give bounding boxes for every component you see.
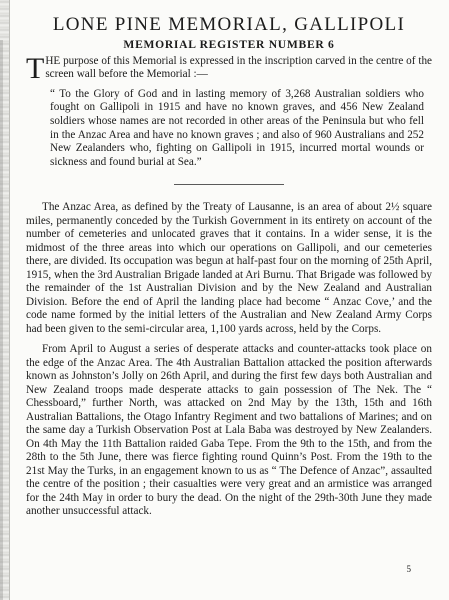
intro-paragraph (26, 52, 432, 85)
intro-text: HE purpose of this Memorial is expressed in the inscription carved in the centre of the screen wall before the Memorial :— (45, 55, 432, 81)
paragraph-attacks: From April to August a series of desperate attacks and counter-attacks took place on the edge of the Anzac Area. The 4th Australian Battalion attacked the position afterwards known as Johnston’s Jolly on 26th April, and during the first few days both Australian and New Zealand troops made desperate attacks to gain possession of The Nek. The “ Chessboard,” further North, was attacked on 2nd May by the 13th, 15th and 16th Australian Battalions, the Otago Infantry Regiment and two battalions of Marines; and on the same day a Turkish Observation Post at Lala Baba was destroyed by New Zealanders. On 4th May the 11th Battalion raided Gaba Tepe. From the 9th to the 15th, and from the 28th to the 5th June, there was fierce fighting round Quinn’s Post. From the 19th to the 21st May the Turks, in an engagement known to us as “ The Defence of Anzac”, assaulted the centre of the position ; their casualties were very great and an armistice was arranged for the 24th May in order to bury the dead. On the night of the 29th-30th June they made another unsuccessful attack. (26, 343, 432, 518)
page-number: 5 (406, 564, 411, 574)
memorial-inscription: “ To the Glory of God and in lasting memory of 3,268 Australian soldiers who fought on Gallipoli in 1915 and have no known graves, and 456 New Zealand soldiers whose names are not recorded in other areas of the Peninsula but who fell in the Anzac Area and have no known graves ; and also of 960 Australians and 252 New Zealanders who, fighting on Gallipoli in 1915, incurred mortal wounds or sickness and found burial at Sea.” (50, 87, 424, 168)
page-content (26, 14, 432, 519)
binding-shadow (0, 40, 3, 600)
section-divider (174, 184, 284, 185)
paragraph-anzac-area: The Anzac Area, as defined by the Treaty of Lausanne, is an area of about 2½ square miles, permanently conceded by the Turkish Government in its entirety on account of the number of cemeteries and unlocated graves that it contains. In a wider sense, it is the midmost of the three areas into which our operations on Gallipoli, and our cemeteries there, are divided. Its occupation was begun at half-past four on the morning of 25th April, 1915, when the 3rd Australian Brigade landed at Ari Burnu. That Brigade was followed by the remainder of the 1st Australian Division and by the New Zealand and Australian Division. Before the end of April the landing place had become “ Anzac Cove,’ and the code name formed by the initial letters of the Australian and New Zealand Army Corps had been given to the semi-circular area, 1,100 yards across, held by the Corps. (26, 201, 432, 335)
intro-drop-cap: T (26, 52, 45, 85)
page-subtitle: MEMORIAL REGISTER NUMBER 6 (123, 38, 335, 51)
page-title: LONE PINE MEMORIAL, GALLIPOLI (52, 14, 406, 35)
